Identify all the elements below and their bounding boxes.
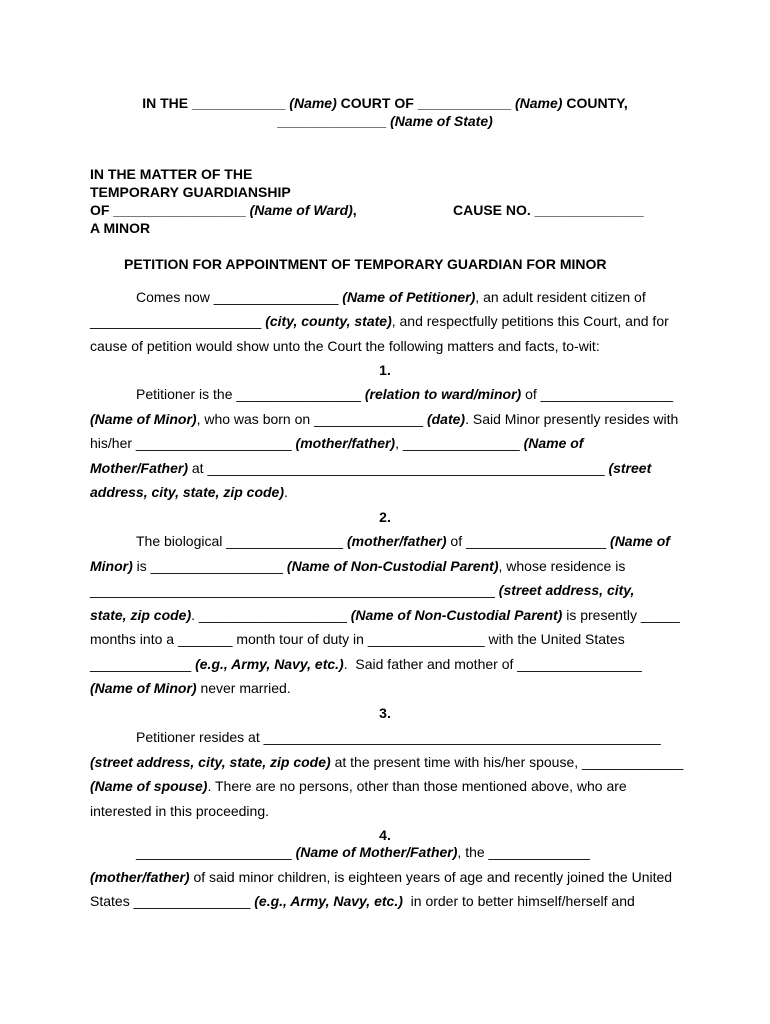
text-run: OF _________________	[90, 202, 250, 218]
text-run: PETITION FOR APPOINTMENT OF TEMPORARY GUARDIAN FOR MINOR	[124, 256, 607, 272]
text-run: IN THE ____________	[142, 95, 290, 111]
text-run: The biological _______________	[136, 533, 347, 549]
section-number	[0, 509, 770, 526]
blank-field-label: (e.g., Army, Navy, etc.)	[195, 656, 344, 672]
blank-field-label: (mother/father)	[295, 435, 396, 451]
text-run: , who was born on ______________	[196, 411, 427, 427]
blank-field-label: (Name of Non-Custodial Parent)	[286, 558, 499, 574]
text-run: Petitioner is the ________________	[136, 386, 365, 402]
body-line	[90, 778, 627, 795]
text-run: TEMPORARY GUARDIANSHIP	[90, 184, 291, 200]
body-line	[136, 844, 590, 861]
blank-field-label: (Name of spouse)	[90, 778, 208, 794]
text-run: ____________________________________________________	[90, 582, 499, 598]
body-line	[90, 313, 669, 330]
cause-number	[453, 202, 644, 219]
text-run: of __________________	[446, 533, 611, 549]
text-run: , and respectfully petitions this Court, and for	[391, 313, 669, 329]
text-run: is _________________	[132, 558, 287, 574]
text-run: his/her ____________________	[90, 435, 296, 451]
text-run: CAUSE NO. ______________	[453, 202, 644, 218]
body-line	[90, 582, 634, 599]
body-line	[90, 631, 625, 648]
blank-field-label: (street address, city, state, zip code)	[90, 754, 331, 770]
text-run: IN THE MATTER OF THE	[90, 166, 253, 182]
text-run: ______________________	[90, 313, 266, 329]
blank-field-label: (street address, city,	[498, 582, 635, 598]
blank-field-label: (Name of Minor)	[90, 411, 197, 427]
text-run: Comes now ________________	[136, 289, 343, 305]
blank-field-label: address, city, state, zip code)	[90, 484, 284, 500]
text-run: , an adult resident citizen of	[475, 289, 646, 305]
text-run: at the present time with his/her spouse, _____________	[330, 754, 684, 770]
text-run: COURT OF ____________	[336, 95, 515, 111]
blank-field-label: (Name of Mother/Father)	[295, 844, 458, 860]
body-line	[90, 607, 680, 624]
text-run: . ___________________	[191, 607, 351, 623]
text-run: of _________________	[521, 386, 674, 402]
blank-field-label: (relation to ward/minor)	[364, 386, 522, 402]
body-line	[90, 460, 651, 477]
blank-field-label: (city, county, state)	[265, 313, 392, 329]
blank-field-label: Minor)	[90, 558, 133, 574]
text-run: cause of petition would show unto the Court the following matters and facts, to-wit:	[90, 338, 600, 354]
blank-field-label: (Name of Non-Custodial Parent)	[350, 607, 563, 623]
text-run: is presently _____	[562, 607, 680, 623]
blank-field-label: (mother/father)	[90, 869, 190, 885]
text-run: ____________________	[136, 844, 296, 860]
matter-line-4	[90, 220, 150, 237]
body-line	[90, 484, 288, 501]
body-line	[90, 656, 642, 673]
blank-field-label: (Name of Ward)	[249, 202, 353, 218]
body-line	[136, 386, 673, 403]
court-header-line-1	[0, 95, 770, 112]
text-run: 1.	[379, 362, 391, 378]
body-line	[90, 411, 678, 428]
text-run: COUNTY,	[562, 95, 628, 111]
text-run: 4.	[379, 827, 391, 843]
blank-field-label: (Name of Petitioner)	[342, 289, 476, 305]
section-number	[0, 705, 770, 722]
body-line	[90, 803, 269, 820]
section-number	[0, 827, 770, 844]
blank-field-label: (Name of State)	[390, 113, 493, 129]
body-line	[90, 893, 635, 910]
body-line	[136, 533, 670, 550]
text-run: ,	[352, 202, 357, 218]
blank-field-label: (e.g., Army, Navy, etc.)	[254, 893, 403, 909]
body-line	[90, 869, 672, 886]
matter-line-2	[90, 184, 291, 201]
blank-field-label: Mother/Father)	[90, 460, 188, 476]
text-run: _____________	[90, 656, 196, 672]
text-run: . Said Minor presently resides with	[465, 411, 679, 427]
section-number	[0, 362, 770, 379]
body-line	[90, 754, 683, 771]
text-run: interested in this proceeding.	[90, 803, 269, 819]
body-line	[90, 558, 625, 575]
text-run: never married.	[196, 680, 291, 696]
text-run: at ___________________________________________________	[188, 460, 609, 476]
text-run: 3.	[379, 705, 391, 721]
blank-field-label: (Name)	[514, 95, 563, 111]
blank-field-label: (street	[608, 460, 652, 476]
body-line	[136, 289, 646, 306]
text-run: of said minor children, is eighteen years of age and recently joined the United	[189, 869, 673, 885]
blank-field-label: (Name of	[610, 533, 670, 549]
blank-field-label: (Name of	[523, 435, 584, 451]
text-run: , _______________	[395, 435, 524, 451]
text-run: 2.	[379, 509, 391, 525]
text-run: in order to better himself/herself and	[402, 893, 635, 909]
blank-field-label: (date)	[426, 411, 466, 427]
text-run: , the _____________	[457, 844, 590, 860]
court-header-line-2	[0, 113, 770, 130]
text-run: States _______________	[90, 893, 255, 909]
text-run: Petitioner resides at ___________________________________________________	[136, 729, 661, 745]
blank-field-label: (Name)	[289, 95, 337, 111]
text-run: .	[284, 484, 288, 500]
blank-field-label: (Name of Minor)	[90, 680, 197, 696]
body-line	[90, 338, 600, 355]
text-run: A MINOR	[90, 220, 151, 236]
matter-line-3	[90, 202, 357, 219]
body-line	[90, 680, 291, 697]
text-run: months into a _______ month tour of duty in _______________ with the United States	[90, 631, 625, 647]
petition-title	[124, 256, 606, 273]
blank-field-label: (mother/father)	[346, 533, 447, 549]
matter-line-1	[90, 166, 252, 183]
body-line	[136, 729, 661, 746]
text-run: . There are no persons, other than those mentioned above, who are	[207, 778, 627, 794]
text-run: ______________	[277, 113, 391, 129]
body-line	[90, 435, 583, 452]
text-run: . Said father and mother of ________________	[343, 656, 642, 672]
text-run: , whose residence is	[498, 558, 626, 574]
blank-field-label: state, zip code)	[90, 607, 192, 623]
